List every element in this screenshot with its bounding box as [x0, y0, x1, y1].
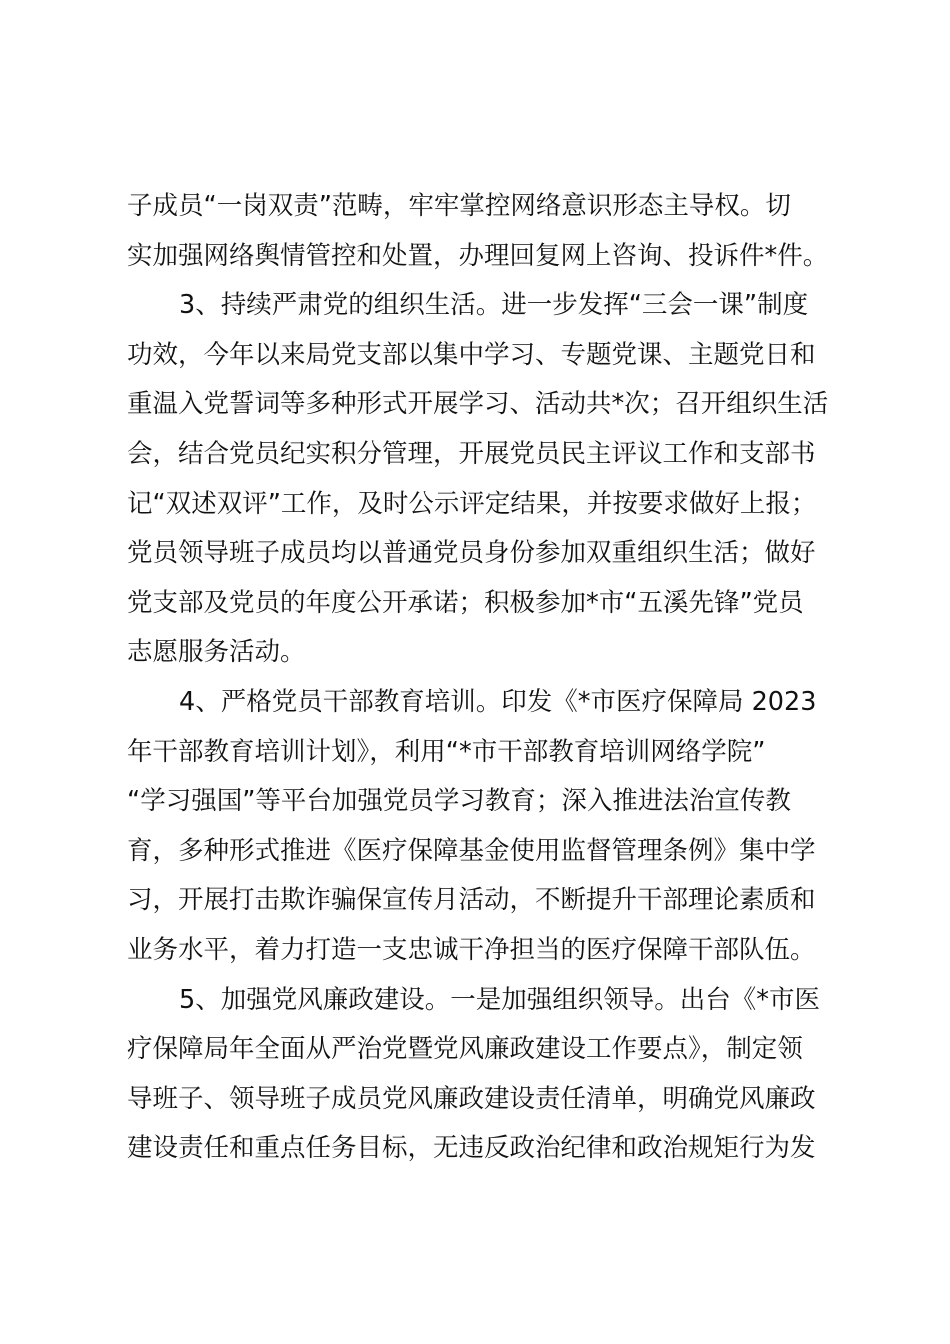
- text-line: 业务水平，着力打造一支忠诚干净担当的医疗保障干部队伍。: [127, 934, 816, 965]
- paragraph-heading-line: 3、持续严肃党的组织生活。进一步发挥“三会一课”制度: [179, 290, 809, 321]
- paragraph-heading-line: 5、加强党风廉政建设。一是加强组织领导。出台《*市医: [179, 984, 820, 1015]
- text-line: 习，开展打击欺诈骗保宣传月活动，不断提升干部理论素质和: [127, 885, 816, 916]
- text-line: 志愿服务活动。: [127, 637, 306, 668]
- text-line: 党支部及党员的年度公开承诺；积极参加*市“五溪先锋”党员: [127, 587, 804, 618]
- text-line: 年干部教育培训计划》，利用“*市干部教育培训网络学院”: [127, 736, 766, 767]
- text-line: 育，多种形式推进《医疗保障基金使用监督管理条例》集中学: [127, 835, 816, 866]
- text-line: 功效，今年以来局党支部以集中学习、专题党课、主题党日和: [127, 339, 816, 370]
- body-text: [127, 182, 837, 1174]
- text-line: 记“双述双评”工作，及时公示评定结果，并按要求做好上报；: [127, 488, 817, 519]
- text-line: “学习强国”等平台加强党员学习教育；深入推进法治宣传教: [127, 786, 791, 817]
- text-line: 党员领导班子成员均以普通党员身份参加双重组织生活；做好: [127, 538, 816, 569]
- text-line: 会，结合党员纪实积分管理，开展党员民主评议工作和支部书: [127, 438, 816, 469]
- text-line: 疗保障局年全面从严治党暨党风廉政建设工作要点》，制定领: [127, 1034, 803, 1065]
- text-line: 实加强网络舆情管控和处置，办理回复网上咨询、投诉件*件。: [127, 240, 829, 271]
- paragraph-heading-line: 4、严格党员干部教育培训。印发《*市医疗保障局 2023: [179, 686, 817, 717]
- text-line: 子成员“一岗双责”范畴，牢牢掌控网络意识形态主导权。切: [127, 191, 791, 221]
- text-line: 重温入党誓词等多种形式开展学习、活动共*次；召开组织生活: [127, 389, 829, 420]
- text-line: 建设责任和重点任务目标，无违反政治纪律和政治规矩行为发: [127, 1133, 816, 1164]
- text-line: 导班子、领导班子成员党风廉政建设责任清单，明确党风廉政: [127, 1083, 816, 1114]
